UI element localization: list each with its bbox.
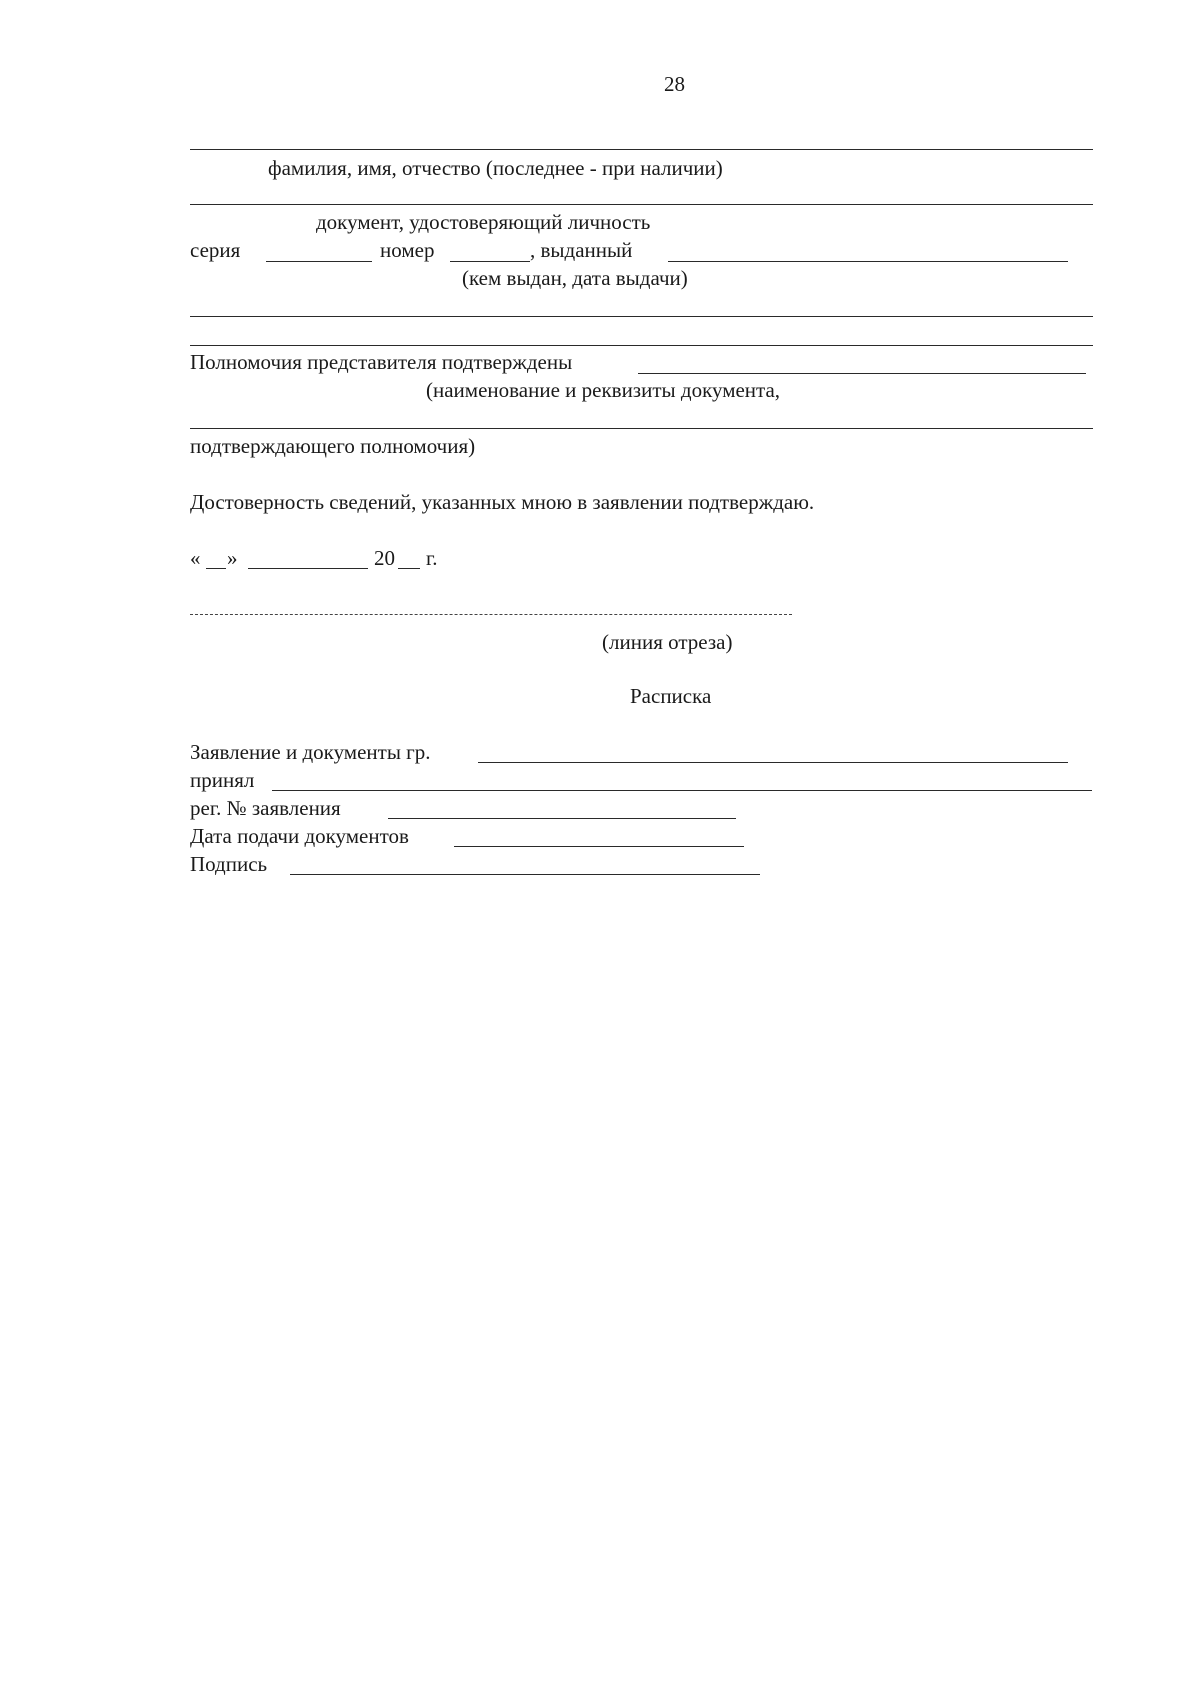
id-document-line [190,204,1093,205]
id-document-caption: документ, удостоверяющий личность [316,210,651,234]
issued-caption: (кем выдан, дата выдачи) [462,266,688,290]
receipt-accepted-label: принял [190,768,255,792]
page-number: 28 [664,72,685,96]
authority-label: Полномочия представителя подтверждены [190,350,573,374]
date-month-field[interactable] [248,568,368,569]
authority-caption-2: подтверждающего полномочия) [190,434,476,458]
authority-line[interactable] [190,428,1093,429]
number-field[interactable] [450,261,530,262]
receipt-signature-label: Подпись [190,852,268,876]
series-field[interactable] [266,261,372,262]
authority-caption-1: (наименование и реквизиты документа, [426,378,781,402]
receipt-date-label: Дата подачи документов [190,824,409,848]
issued-by-field[interactable] [668,261,1068,262]
receipt-title: Расписка [630,684,712,708]
receipt-applicant-label: Заявление и документы гр. [190,740,431,764]
cut-line-caption: (линия отреза) [602,630,733,654]
number-label: номер [380,238,435,262]
date-day-field[interactable] [206,568,226,569]
fio-line [190,149,1093,150]
receipt-date-field[interactable] [454,846,744,847]
series-label: серия [190,238,241,262]
issued-line-1[interactable] [190,316,1093,317]
date-close-quote: » [227,546,238,570]
receipt-reg-field[interactable] [388,818,736,819]
issued-line-2[interactable] [190,345,1093,346]
receipt-accepted-field[interactable] [272,790,1092,791]
issued-label: , выданный [530,238,633,262]
receipt-reg-label: рег. № заявления [190,796,341,820]
receipt-applicant-field[interactable] [478,762,1068,763]
confirm-statement: Достоверность сведений, указанных мною в заявлении подтверждаю. [190,490,815,514]
date-year-prefix: 20 [374,546,395,570]
receipt-signature-field[interactable] [290,874,760,875]
authority-field[interactable] [638,373,1086,374]
date-year-suffix: г. [426,546,438,570]
fio-caption: фамилия, имя, отчество (последнее - при наличии) [268,156,723,180]
cut-line [190,614,792,615]
date-year-field[interactable] [398,568,420,569]
date-open-quote: « [190,546,201,570]
